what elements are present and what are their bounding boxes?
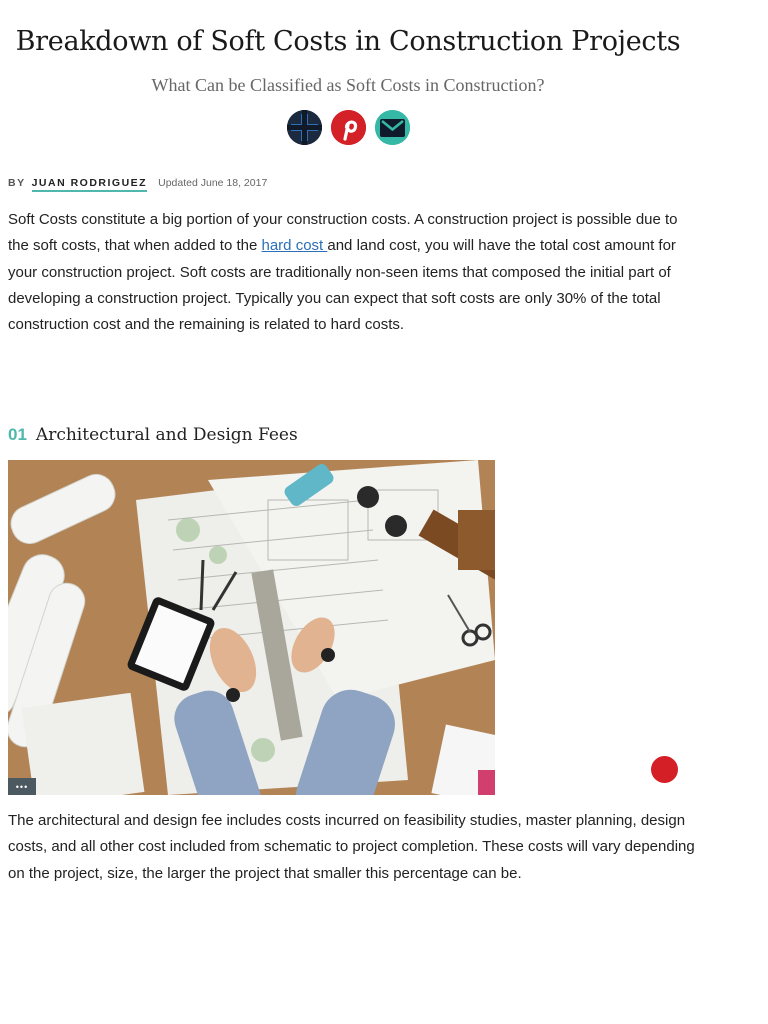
intro-text-2: and land cost, you will have the total cost amount for your construction project. Soft costs are traditionally non-seen items that composed the initial part of developing a construction project. Typically you can expect that soft costs are only 30% of the total construction cost and the remaining is related to hard costs. (8, 237, 676, 334)
image-more-button[interactable]: ••• (8, 778, 36, 795)
email-icon (375, 110, 410, 145)
plus-share-button[interactable] (287, 110, 322, 145)
section-number: 01 (8, 425, 27, 444)
section-heading (8, 425, 298, 445)
hard-cost-link[interactable]: hard cost (261, 237, 328, 255)
by-label: BY (8, 177, 26, 189)
architect-desk-illustration (8, 460, 495, 795)
section-image[interactable] (8, 460, 495, 795)
intro-paragraph (8, 207, 698, 338)
byline (8, 177, 267, 192)
updated-date: Updated June 18, 2017 (158, 177, 268, 189)
page-subtitle: What Can be Classified as Soft Costs in Construction? (151, 75, 545, 95)
pinterest-icon (331, 110, 366, 145)
section-body: The architectural and design fee includes costs incurred on feasibility studies, master planning, design costs, and all other cost included from schematic to project completion. These costs will vary depending on the project, size, the larger the project that smaller this percentage can be. (8, 812, 695, 882)
pinterest-share-button[interactable] (331, 110, 366, 145)
email-share-button[interactable] (375, 110, 410, 145)
intro-text-1: Soft Costs constitute a big portion of your construction costs. A construction project is possible due to the soft costs, that when added to the (8, 211, 678, 255)
page-title: Breakdown of Soft Costs in Construction Projects (15, 26, 681, 57)
share-bar (287, 110, 410, 145)
plus-icon (287, 110, 322, 145)
section-title: Architectural and Design Fees (35, 425, 298, 445)
author-link[interactable]: JUAN RODRIGUEZ (32, 177, 148, 192)
floating-red-dot[interactable] (651, 756, 678, 783)
